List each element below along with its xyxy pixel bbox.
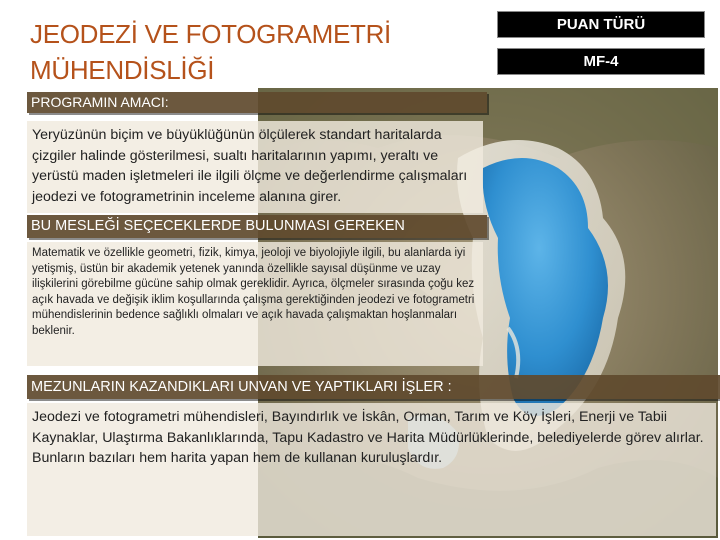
program-purpose-text: Yeryüzünün biçim ve büyüklüğünün ölçülerek standart haritalarda çizgiler halinde gösterilmesi, sualtı haritalarının yapımı, yeraltı ve yerüstü maden işletmeleri ile ilgili ölçme ve değerlendirme çalışmaları jeodezi ve fotogrametrinin inceleme alanına girer.	[27, 121, 483, 213]
page-title	[30, 16, 450, 88]
puan-turu-badge: PUAN TÜRÜ	[497, 11, 705, 38]
program-purpose-heading: PROGRAMIN AMACI:	[27, 92, 487, 113]
score-code-badge: MF-4	[497, 48, 705, 75]
page-title-line-1: JEODEZİ VE FOTOGRAMETRİ	[30, 19, 391, 49]
graduates-text: Jeodezi ve fotogrametri mühendisleri, Bayındırlık ve İskân, Orman, Tarım ve Köy İşleri, Enerji ve Tabii Kaynaklar, Ulaştırma Bakanlıklarında, Tapu Kadastro ve Harita Müdürlüklerinde, belediyelerde görev alırlar. Bunların bazıları hem harita yapan hem de kullanan kuruluşlardır.	[27, 403, 716, 536]
requirements-heading: BU MESLEĞİ SEÇECEKLERDE BULUNMASI GEREKEN	[27, 215, 487, 238]
page-title-line-2: MÜHENDİSLİĞİ	[30, 55, 215, 85]
graduates-heading: MEZUNLARIN KAZANDIKLARI UNVAN VE YAPTIKLARI İŞLER :	[27, 375, 720, 399]
requirements-text: Matematik ve özellikle geometri, fizik, kimya, jeoloji ve biyolojiyle ilgili, bu alanlarda iyi yetişmiş, üstün bir akademik yetenek yanında özellikle sayısal düşünme ve uzay ilişkilerini görebilme gücüne sahip olmak gereklidir. Ayrıca, ölçmeler sırasında çoğu kez açık havada ve değişik iklim koşullarında çalışma gerektiğinden jeodezi ve fotogrametri mühendislerinin bedence sağlıklı olmaları ve açık havada çalışmaktan hoşlanmaları beklenir.	[27, 242, 483, 366]
